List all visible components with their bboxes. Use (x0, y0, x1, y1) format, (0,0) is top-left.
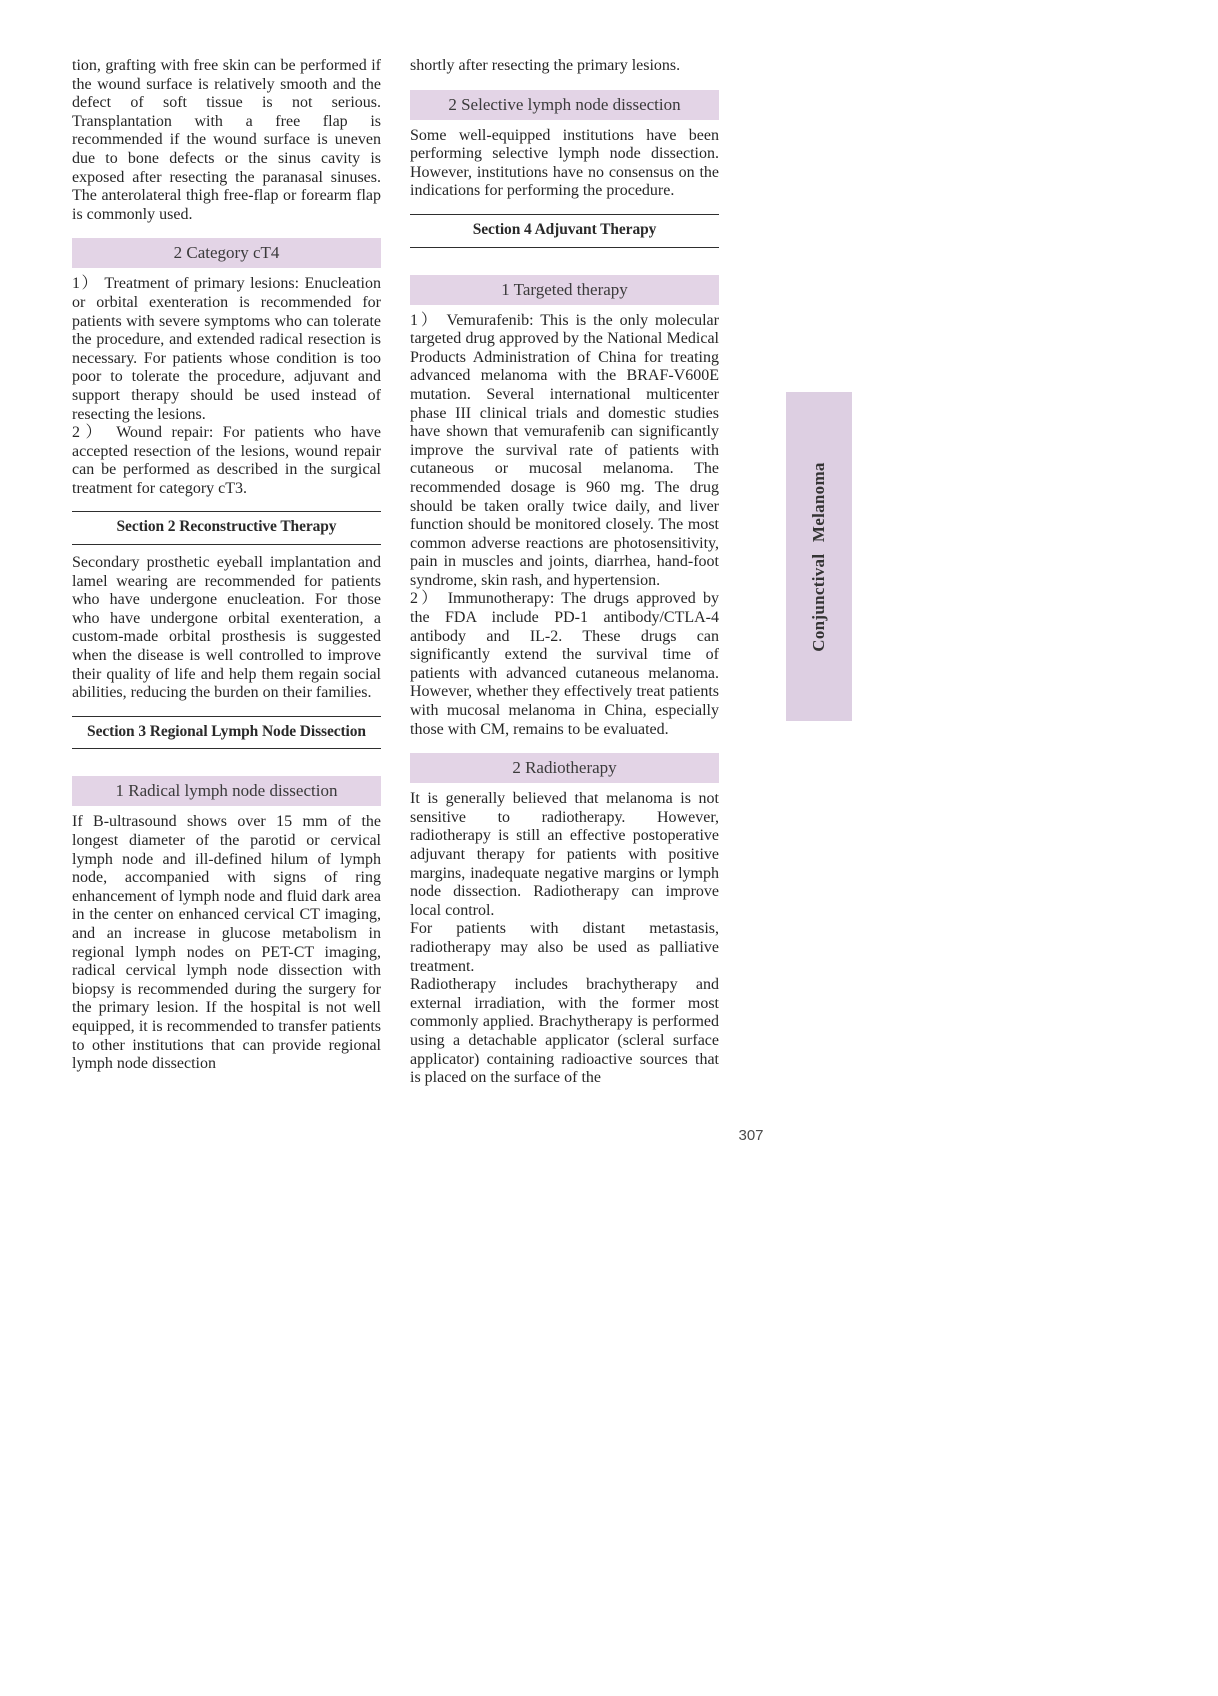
body-paragraph: shortly after resecting the primary lesions. (410, 57, 681, 74)
subsection-header-radical-lymph-node-dissection: 1 Radical lymph node dissection (72, 776, 381, 806)
page-number: 307 (738, 1127, 764, 1144)
left-column (72, 57, 381, 1074)
body-paragraph: For patients with distant metastasis, radiotherapy may also be used as palliative treatment. (410, 920, 719, 975)
subsection-header-selective-lymph-node-dissection: 2 Selective lymph node dissection (410, 90, 719, 120)
section-header-reconstructive-therapy: Section 2 Reconstructive Therapy (72, 511, 381, 545)
body-paragraph: If B-ultrasound shows over 15 mm of the longest diameter of the parotid or cervical lymph node and ill-defined hilum of lymph node, accompanied with signs of ring enhancement of lymph node and fluid dark area in the center on enhanced cervical CT imaging, and an increase in glucose metabolism in regional lymph nodes on PET-CT imaging, radical cervical lymph node dissection with biopsy is recommended during the surgery for the primary lesion. If the hospital is not well equipped, it is recommended to transfer patients to other institutions that can provide regional lymph node dissection (72, 813, 381, 1073)
body-paragraph: 2） Wound repair: For patients who have accepted resection of the lesions, wound repair can be performed as described in the surgical treatment for category cT3. (72, 424, 381, 497)
section-header-regional-lymph-node-dissection: Section 3 Regional Lymph Node Dissection (72, 716, 381, 750)
body-paragraph: 1） Vemurafenib: This is the only molecular targeted drug approved by the National Medical Products Administration of China for treating advanced melanoma with the BRAF-V600E mutation. Several international multicenter phase III clinical trials and domestic studies have shown that vemurafenib can significantly improve the survival rate of patients with cutaneous or mucosal melanoma. The recommended dosage is 960 mg. The drug should be taken orally twice daily, and liver function should be monitored closely. The most common adverse reactions are photosensitivity, pain in muscles and joints, diarrhea, hand-foot syndrome, skin rash, and hypertension. (410, 311, 719, 589)
subsection-header-radiotherapy: 2 Radiotherapy (410, 753, 719, 783)
right-column (410, 57, 719, 1088)
body-paragraph: 2） Immunotherapy: The drugs approved by the FDA include PD-1 antibody/CTLA-4 antibody and IL-2. These drugs can significantly extend the survival time of patients with advanced cutaneous melanoma. However, whether they effectively treat patients with mucosal melanoma in China, especially those with CM, remains to be evaluated. (410, 590, 719, 738)
section-header-adjuvant-therapy: Section 4 Adjuvant Therapy (410, 214, 719, 248)
subsection-header-category-ct4: 2 Category cT4 (72, 238, 381, 268)
body-paragraph: 1） Treatment of primary lesions: Enucleation or orbital exenteration is recommended for patients with severe symptoms who can tolerate the procedure, and extended radical resection is necessary. For patients whose condition is too poor to tolerate the procedure, adjuvant and support therapy should be used instead of resecting the lesions. (72, 275, 381, 423)
body-paragraph: tion, grafting with free skin can be performed if the wound surface is relatively smooth and the defect of soft tissue is not serious. Transplantation with a free flap is recommended if the wound surface is uneven due to bone defects or the sinus cavity is exposed after resecting the paranasal sinuses. The anterolateral thigh free-flap or forearm flap is commonly used. (72, 57, 381, 223)
body-paragraph: It is generally believed that melanoma is not sensitive to radiotherapy. However, radiotherapy is still an effective postoperative adjuvant therapy for patients with positive margins, inadequate negative margins or lymph node dissection. Radiotherapy can improve local control. (410, 790, 719, 919)
body-paragraph: Radiotherapy includes brachytherapy and external irradiation, with the former most commonly applied. Brachytherapy is performed using a detachable applicator (scleral surface applicator) containing radioactive sources that is placed on the surface of the (410, 976, 719, 1087)
chapter-side-tab (786, 392, 852, 721)
chapter-side-tab-label: Conjunctival Melanoma (809, 461, 828, 652)
body-paragraph: Secondary prosthetic eyeball implantation and lamel wearing are recommended for patients who have undergone enucleation. For those who have undergone orbital exenteration, a custom-made orbital prosthesis is suggested when the disease is well controlled to improve their quality of life and help them regain social abilities, reducing the burden on their families. (72, 554, 381, 702)
body-paragraph: Some well-equipped institutions have been performing selective lymph node dissection. However, institutions have no consensus on the indications for performing the procedure. (410, 126, 719, 200)
subsection-header-targeted-therapy: 1 Targeted therapy (410, 275, 719, 305)
